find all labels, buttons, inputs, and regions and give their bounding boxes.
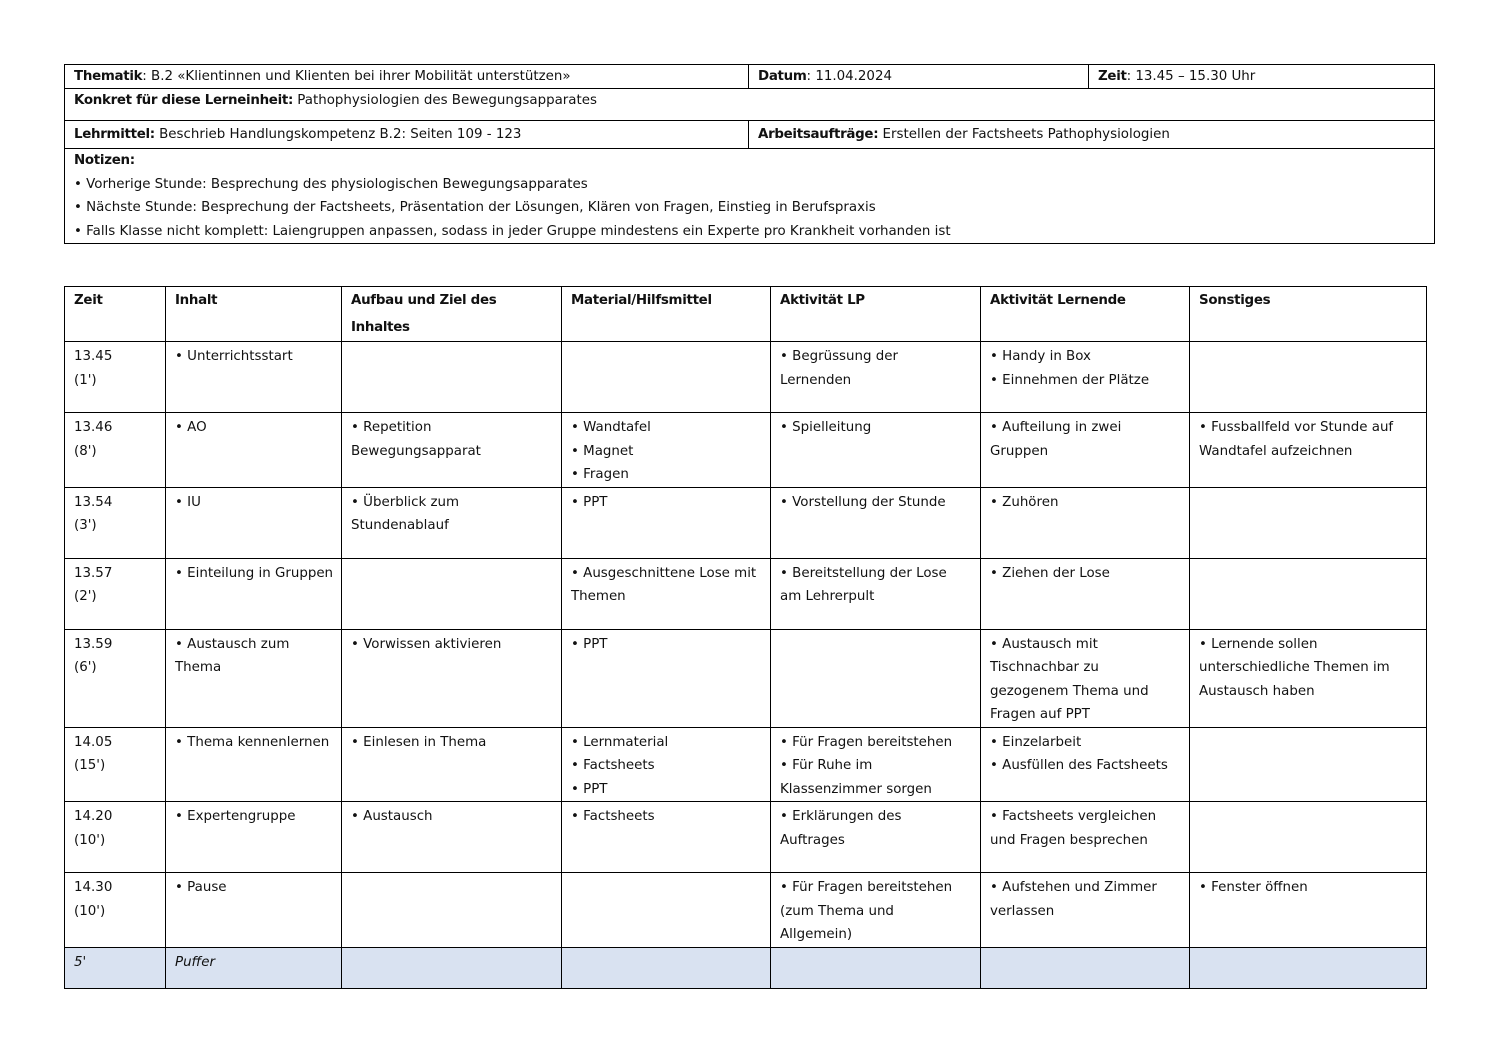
col-header-aktivitaet-lernende: Aktivität Lernende bbox=[981, 287, 1190, 342]
datum-label: Datum bbox=[758, 69, 807, 84]
cell-inhalt bbox=[166, 487, 342, 558]
arbeitsauftraege-label: Arbeitsaufträge: bbox=[758, 127, 879, 142]
cell-line: 13.46 bbox=[74, 420, 113, 435]
buffer-row bbox=[65, 947, 1427, 988]
cell-line: • Handy in Box bbox=[990, 349, 1091, 364]
cell-line: • Factsheets bbox=[571, 809, 655, 824]
cell-aufbau bbox=[342, 558, 562, 629]
cell-lernende bbox=[981, 727, 1190, 802]
cell-line: • Pause bbox=[175, 880, 227, 895]
lesson-plan-table bbox=[64, 286, 1427, 989]
cell-line: (15') bbox=[74, 758, 106, 773]
cell-lp bbox=[771, 727, 981, 802]
cell-line: unterschiedliche Themen im bbox=[1199, 660, 1390, 675]
cell-line: • Spielleitung bbox=[780, 420, 872, 435]
cell-material bbox=[562, 802, 771, 873]
header-row-notizen bbox=[65, 149, 1435, 244]
cell-line: 13.57 bbox=[74, 565, 113, 581]
table-row bbox=[65, 802, 1427, 873]
cell-line: Lernenden bbox=[780, 372, 852, 388]
buffer-cell bbox=[562, 947, 771, 988]
cell-line: (3') bbox=[74, 518, 97, 533]
konkret-label: Konkret für diese Lerneinheit: bbox=[74, 93, 294, 108]
cell-lernende bbox=[981, 629, 1190, 727]
cell-line: (6') bbox=[74, 660, 97, 675]
datum-cell bbox=[749, 65, 1089, 89]
cell-line: (zum Thema und bbox=[780, 903, 894, 919]
cell-line: • Austausch bbox=[351, 809, 433, 824]
header-row-lehrmittel bbox=[65, 121, 1435, 149]
konkret-value: Pathophysiologien des Bewegungsapparates bbox=[293, 93, 597, 108]
cell-line: Fragen auf PPT bbox=[990, 707, 1090, 722]
cell-zeit bbox=[65, 413, 166, 488]
buffer-cell bbox=[981, 947, 1190, 988]
col-header-aufbau: Aufbau und Ziel des Inhaltes bbox=[342, 287, 562, 342]
cell-line: • Ziehen der Lose bbox=[990, 565, 1110, 581]
table-row bbox=[65, 873, 1427, 948]
cell-inhalt bbox=[166, 802, 342, 873]
arbeitsauftraege-cell bbox=[749, 121, 1435, 149]
konkret-cell bbox=[65, 89, 1435, 121]
cell-inhalt bbox=[166, 629, 342, 727]
cell-line: (2') bbox=[74, 589, 97, 604]
thematik-label: Thematik bbox=[74, 69, 143, 84]
zeit-cell bbox=[1089, 65, 1435, 89]
cell-line: • Repetition bbox=[351, 420, 432, 435]
cell-sonstiges bbox=[1190, 629, 1427, 727]
cell-zeit bbox=[65, 802, 166, 873]
notizen-cell bbox=[65, 149, 1435, 244]
cell-lp bbox=[771, 413, 981, 488]
cell-line: • Austausch zum bbox=[175, 636, 290, 652]
cell-line: (10') bbox=[74, 832, 106, 848]
table-row bbox=[65, 629, 1427, 727]
cell-line: • Aufstehen und Zimmer bbox=[990, 880, 1157, 895]
notizen-label: Notizen: bbox=[74, 153, 135, 168]
cell-inhalt bbox=[166, 413, 342, 488]
cell-aufbau bbox=[342, 342, 562, 413]
cell-material bbox=[562, 413, 771, 488]
cell-line: • Für Ruhe im bbox=[780, 758, 873, 773]
cell-line: Wandtafel aufzeichnen bbox=[1199, 443, 1353, 459]
cell-line: • IU bbox=[175, 494, 201, 510]
lesson-header-table bbox=[64, 64, 1435, 244]
cell-zeit bbox=[65, 873, 166, 948]
cell-material bbox=[562, 487, 771, 558]
cell-line: • Für Fragen bereitstehen bbox=[780, 880, 953, 895]
cell-line: • Überblick zum bbox=[351, 494, 460, 510]
cell-sonstiges bbox=[1190, 873, 1427, 948]
cell-inhalt bbox=[166, 727, 342, 802]
cell-inhalt bbox=[166, 873, 342, 948]
cell-material bbox=[562, 629, 771, 727]
col-header-material: Material/Hilfsmittel bbox=[562, 287, 771, 342]
cell-aufbau bbox=[342, 873, 562, 948]
cell-lernende bbox=[981, 413, 1190, 488]
cell-line: Thema bbox=[175, 660, 222, 675]
cell-line: • Zuhören bbox=[990, 494, 1059, 510]
cell-sonstiges bbox=[1190, 558, 1427, 629]
cell-aufbau bbox=[342, 727, 562, 802]
cell-line: • Ausfüllen des Factsheets bbox=[990, 758, 1168, 773]
cell-line: • Vorwissen aktivieren bbox=[351, 636, 502, 652]
cell-lp bbox=[771, 487, 981, 558]
cell-zeit bbox=[65, 629, 166, 727]
lehrmittel-value: Beschrieb Handlungskompetenz B.2: Seiten 109 - 123 bbox=[154, 127, 522, 142]
cell-lp bbox=[771, 558, 981, 629]
cell-inhalt bbox=[166, 558, 342, 629]
cell-line: Auftrages bbox=[780, 832, 845, 848]
cell-lp bbox=[771, 802, 981, 873]
buffer-cell bbox=[1190, 947, 1427, 988]
cell-line: • Factsheets vergleichen bbox=[990, 809, 1157, 824]
cell-line: am Lehrerpult bbox=[780, 589, 875, 604]
cell-sonstiges bbox=[1190, 342, 1427, 413]
cell-lernende bbox=[981, 802, 1190, 873]
cell-line: und Fragen besprechen bbox=[990, 832, 1148, 848]
arbeitsauftraege-value: Erstellen der Factsheets Pathophysiologien bbox=[878, 127, 1170, 142]
cell-sonstiges bbox=[1190, 727, 1427, 802]
table-row bbox=[65, 727, 1427, 802]
cell-sonstiges bbox=[1190, 413, 1427, 488]
cell-line: (10') bbox=[74, 903, 106, 919]
cell-line: • AO bbox=[175, 420, 207, 435]
cell-line: 13.54 bbox=[74, 494, 113, 510]
cell-line: • Einzelarbeit bbox=[990, 734, 1082, 750]
col-header-aktivitaet-lp: Aktivität LP bbox=[771, 287, 981, 342]
table-row bbox=[65, 413, 1427, 488]
cell-line: Allgemein) bbox=[780, 927, 853, 942]
cell-aufbau bbox=[342, 487, 562, 558]
cell-line: • PPT bbox=[571, 781, 608, 797]
cell-line: Klassenzimmer sorgen bbox=[780, 781, 932, 797]
cell-lernende bbox=[981, 487, 1190, 558]
col-header-zeit: Zeit bbox=[65, 287, 166, 342]
zeit-label: Zeit bbox=[1098, 69, 1127, 84]
cell-line: 14.05 bbox=[74, 734, 113, 750]
cell-line: (8') bbox=[74, 443, 97, 459]
cell-line: • Für Fragen bereitstehen bbox=[780, 734, 953, 750]
cell-zeit bbox=[65, 558, 166, 629]
plan-body bbox=[65, 342, 1427, 989]
cell-line: • Magnet bbox=[571, 443, 634, 459]
plan-header-row bbox=[65, 287, 1427, 342]
buffer-zeit: 5' bbox=[65, 947, 166, 988]
buffer-inhalt: Puffer bbox=[166, 947, 342, 988]
cell-line: Themen bbox=[571, 589, 626, 604]
buffer-cell bbox=[771, 947, 981, 988]
cell-line: • Einteilung in Gruppen bbox=[175, 565, 334, 581]
cell-line: • Fenster öffnen bbox=[1199, 880, 1308, 895]
cell-line: • Lernmaterial bbox=[571, 734, 669, 750]
cell-line: verlassen bbox=[990, 903, 1055, 919]
zeit-value: : 13.45 – 15.30 Uhr bbox=[1126, 69, 1256, 84]
cell-lp bbox=[771, 629, 981, 727]
cell-line: • Vorstellung der Stunde bbox=[780, 494, 946, 510]
lehrmittel-cell bbox=[65, 121, 749, 149]
cell-aufbau bbox=[342, 413, 562, 488]
cell-lp bbox=[771, 342, 981, 413]
cell-line: • Thema kennenlernen bbox=[175, 734, 330, 750]
cell-line: 14.30 bbox=[74, 880, 113, 895]
cell-lernende bbox=[981, 873, 1190, 948]
cell-line: Tischnachbar zu bbox=[990, 660, 1099, 675]
cell-material bbox=[562, 873, 771, 948]
cell-material bbox=[562, 727, 771, 802]
cell-line: • Einlesen in Thema bbox=[351, 734, 487, 750]
col-header-inhalt: Inhalt bbox=[166, 287, 342, 342]
cell-line: • Wandtafel bbox=[571, 420, 651, 435]
cell-line: • Fussballfeld vor Stunde auf bbox=[1199, 420, 1394, 435]
cell-aufbau bbox=[342, 629, 562, 727]
cell-line: • Erklärungen des bbox=[780, 809, 902, 824]
cell-line: • Einnehmen der Plätze bbox=[990, 372, 1150, 388]
cell-line: • Lernende sollen bbox=[1199, 636, 1318, 652]
cell-line: • Aufteilung in zwei bbox=[990, 420, 1122, 435]
cell-line: • PPT bbox=[571, 494, 608, 510]
header-row-konkret bbox=[65, 89, 1435, 121]
cell-line: • Expertengruppe bbox=[175, 809, 296, 824]
lehrmittel-label: Lehrmittel: bbox=[74, 127, 155, 142]
cell-line: Austausch haben bbox=[1199, 683, 1315, 699]
cell-line: Stundenablauf bbox=[351, 518, 449, 533]
cell-line: • Fragen bbox=[571, 467, 629, 482]
cell-line: • Factsheets bbox=[571, 758, 655, 773]
cell-line: Bewegungsapparat bbox=[351, 443, 481, 459]
cell-sonstiges bbox=[1190, 487, 1427, 558]
cell-zeit bbox=[65, 487, 166, 558]
table-row bbox=[65, 487, 1427, 558]
buffer-cell bbox=[342, 947, 562, 988]
cell-line: Gruppen bbox=[990, 443, 1049, 459]
notiz-item: • Nächste Stunde: Besprechung der Factsheets, Präsentation der Lösungen, Klären von Fragen, Einstieg in Berufspraxis bbox=[74, 200, 876, 215]
cell-lernende bbox=[981, 558, 1190, 629]
cell-zeit bbox=[65, 342, 166, 413]
table-row bbox=[65, 342, 1427, 413]
cell-line: gezogenem Thema und bbox=[990, 683, 1149, 699]
table-row bbox=[65, 558, 1427, 629]
notiz-item: • Falls Klasse nicht komplett: Laiengruppen anpassen, sodass in jeder Gruppe mindestens ein Experte pro Krankheit vorhanden ist bbox=[74, 223, 951, 239]
cell-lp bbox=[771, 873, 981, 948]
datum-value: : 11.04.2024 bbox=[806, 69, 892, 84]
cell-line: 13.45 bbox=[74, 349, 113, 364]
cell-line: • Begrüssung der bbox=[780, 349, 898, 364]
cell-line: 14.20 bbox=[74, 809, 113, 824]
thematik-cell bbox=[65, 65, 749, 89]
thematik-value: : B.2 «Klientinnen und Klienten bei ihrer Mobilität unterstützen» bbox=[142, 69, 571, 84]
cell-aufbau bbox=[342, 802, 562, 873]
cell-line: • Ausgeschnittene Lose mit bbox=[571, 565, 757, 581]
cell-zeit bbox=[65, 727, 166, 802]
cell-material bbox=[562, 558, 771, 629]
cell-line: 13.59 bbox=[74, 636, 113, 652]
cell-line: • PPT bbox=[571, 636, 608, 652]
cell-line: • Austausch mit bbox=[990, 636, 1098, 652]
cell-material bbox=[562, 342, 771, 413]
cell-sonstiges bbox=[1190, 802, 1427, 873]
cell-line: • Bereitstellung der Lose bbox=[780, 565, 947, 581]
col-header-sonstiges: Sonstiges bbox=[1190, 287, 1427, 342]
header-row-thematik bbox=[65, 65, 1435, 89]
cell-line: • Unterrichtsstart bbox=[175, 349, 293, 364]
notiz-item: • Vorherige Stunde: Besprechung des physiologischen Bewegungsapparates bbox=[74, 176, 588, 192]
cell-line: (1') bbox=[74, 372, 97, 388]
cell-inhalt bbox=[166, 342, 342, 413]
cell-lernende bbox=[981, 342, 1190, 413]
